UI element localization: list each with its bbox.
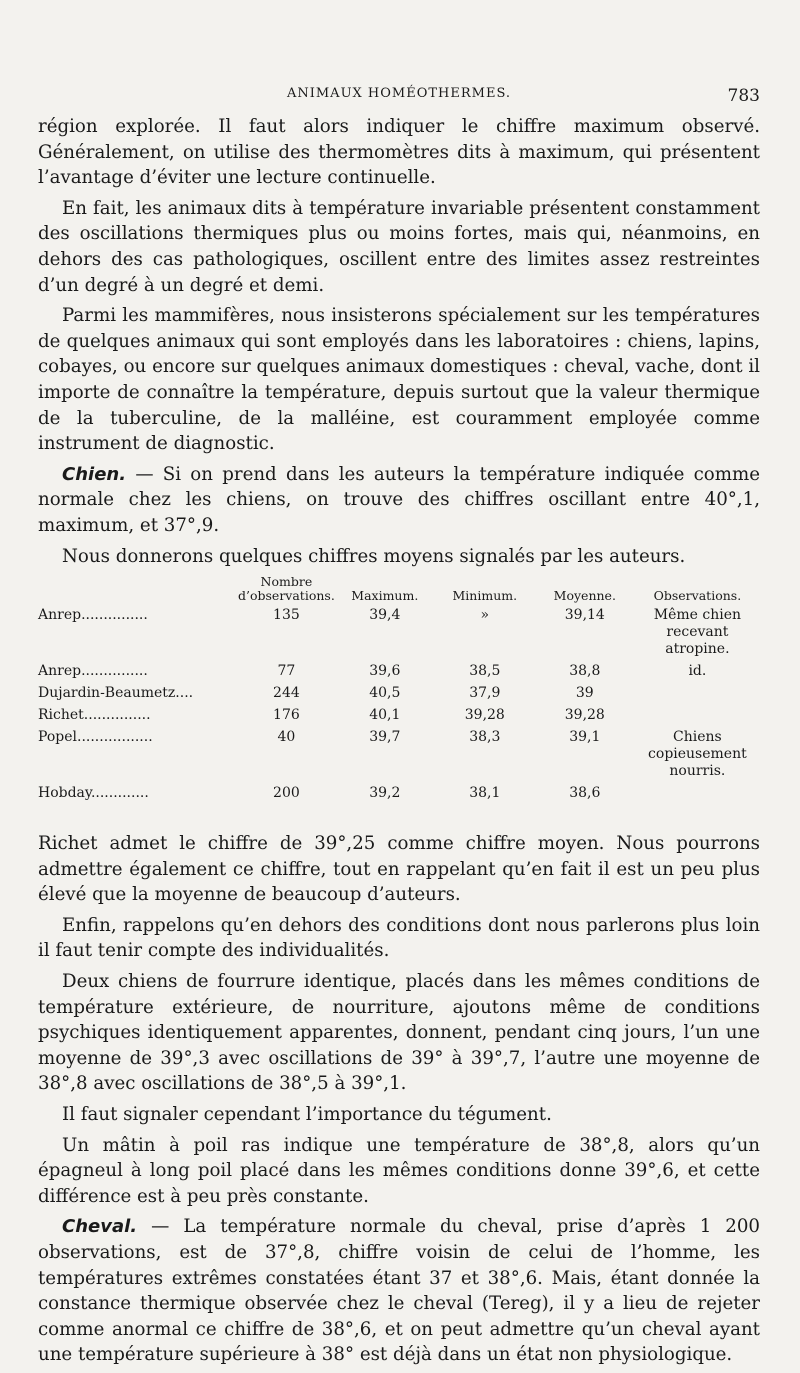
cell-min: 38,5	[469, 663, 501, 680]
cell-min: 38,3	[469, 729, 501, 746]
header-observations: Observations.	[653, 588, 742, 604]
header-minimum: Minimum.	[452, 588, 518, 604]
cell-obs: Même chien recevant atropine.	[653, 607, 742, 658]
cell-obs	[635, 785, 760, 807]
header-moyenne: Moyenne.	[553, 588, 616, 604]
running-head	[38, 86, 760, 108]
table-row	[38, 663, 760, 685]
cell-author: Popel.................	[38, 729, 153, 746]
paragraph-chien	[38, 462, 760, 539]
cell-moy: 39,14	[564, 607, 605, 624]
cell-max: 39,7	[369, 729, 401, 746]
cell-moy: 39,28	[564, 707, 605, 724]
cell-nombre: 176	[273, 707, 300, 724]
cell-author: Anrep...............	[38, 607, 148, 624]
table-row	[38, 685, 760, 707]
cell-author: Anrep...............	[38, 663, 148, 680]
header-maximum: Maximum.	[351, 588, 419, 604]
paragraph: En fait, les animaux dits à température invariable présentent constamment des oscillations thermiques plus ou moins fortes, mais qui, néanmoins, en dehors des cas pathologiques, oscillent entre des limites assez restreintes d’un degré à un degré et demi.	[38, 197, 760, 296]
paragraph: Un mâtin à poil ras indique une température de 38°,8, alors qu’un épagneul à long poil placé dans les mêmes conditions donne 39°,6, et cette différence est à peu près constante.	[38, 1134, 760, 1207]
table-row	[38, 729, 760, 785]
paragraph: Enfin, rappelons qu’en dehors des conditions dont nous parlerons plus loin il faut tenir compte des individualités.	[38, 914, 760, 962]
section-heading-chien: Chien.	[62, 463, 127, 485]
table-row	[38, 785, 760, 807]
cell-obs	[635, 685, 760, 707]
paragraph: Parmi les mammifères, nous insisterons spécialement sur les températures de quelques animaux qui sont employés dans les laboratoires : chiens, lapins, cobayes, ou encore sur quelques animaux domestiques : cheval, vache, dont il importe de connaître la température, depuis surtout que la valeur thermique de la tuberculine, de la malléine, est couramment employée comme instrument de diagnostic.	[38, 305, 760, 455]
cell-author: Richet...............	[38, 707, 151, 724]
paragraph: Richet admet le chiffre de 39°,25 comme chiffre moyen. Nous pourrons admettre également ce chiffre, tout en rappelant qu’en fait il est un peu plus élevé que la moyenne de beaucoup d’auteurs.	[38, 833, 760, 906]
paragraph: Il faut signaler cependant l’importance du tégument.	[62, 1104, 552, 1126]
paragraph: région explorée. Il faut alors indiquer le chiffre maximum observé. Généralement, on utilise des thermomètres dits à maximum, qui présentent l’avantage d’éviter une lecture continuelle.	[38, 116, 760, 189]
header-nombre: Nombre d’observations.	[238, 574, 335, 604]
paragraph: Deux chiens de fourrure identique, placés dans les mêmes conditions de température extérieure, de nourriture, ajoutons même de conditions psychiques identiquement apparentes, donnent, pendant cinq jours, l’un une moyenne de 39°,3 avec oscillations de 39° à 39°,7, l’autre une moyenne de 38°,8 avec oscillations de 38°,5 à 39°,1.	[38, 971, 760, 1095]
cell-author: Dujardin-Beaumetz....	[38, 685, 194, 702]
paragraph-cheval	[38, 1214, 760, 1368]
table-row	[38, 707, 760, 729]
cell-obs	[635, 707, 760, 729]
cell-obs: id.	[688, 663, 707, 680]
table-row	[38, 607, 760, 663]
cell-nombre: 40	[277, 729, 296, 746]
cell-moy: 38,8	[569, 663, 601, 680]
table-header-row	[38, 575, 760, 607]
cell-max: 39,4	[369, 607, 401, 624]
cell-moy: 39	[575, 685, 594, 702]
running-title: ANIMAUX HOMÉOTHERMES.	[286, 86, 512, 101]
cell-moy: 38,6	[569, 785, 601, 802]
cheval-text: — La température normale du cheval, prise d’après 1 200 observations, est de 37°,8, chiffre voisin de celui de l’homme, les températures extrêmes constatées étant 37 et 38°,6. Mais, étant donnée la constance thermique observée chez le cheval (Tereg), il y a lieu de rejeter comme anormal ce chiffre de 38°,6, et on peut admettre qu’un cheval ayant une température supérieure à 38° est déjà dans un état non physiologique.	[38, 1216, 760, 1366]
cell-nombre: 77	[277, 663, 296, 680]
section-heading-cheval: Cheval.	[62, 1216, 138, 1238]
chien-text: — Si on prend dans les auteurs la température indiquée comme normale chez les chiens, on trouve des chiffres oscillant entre 40°,1, maximum, et 37°,9.	[38, 463, 760, 536]
cell-obs: Chiens copieusement nourris.	[648, 729, 747, 780]
cell-nombre: 200	[273, 785, 300, 802]
cell-nombre: 244	[273, 685, 300, 702]
cell-max: 40,5	[369, 685, 401, 702]
cell-min: »	[480, 607, 490, 624]
table-intro: Nous donnerons quelques chiffres moyens signalés par les auteurs.	[62, 545, 686, 567]
page-number: 783	[727, 86, 760, 106]
cell-author: Hobday.............	[38, 785, 149, 802]
cell-nombre: 135	[273, 607, 300, 624]
cell-moy: 39,1	[569, 729, 601, 746]
header-author	[38, 575, 238, 607]
cell-max: 39,6	[369, 663, 401, 680]
cell-max: 39,2	[369, 785, 401, 802]
cell-max: 40,1	[369, 707, 401, 724]
body-text	[38, 114, 760, 1373]
cell-min: 38,1	[469, 785, 501, 802]
cell-min: 39,28	[464, 707, 505, 724]
cell-min: 37,9	[469, 685, 501, 702]
temperature-table	[38, 575, 760, 807]
